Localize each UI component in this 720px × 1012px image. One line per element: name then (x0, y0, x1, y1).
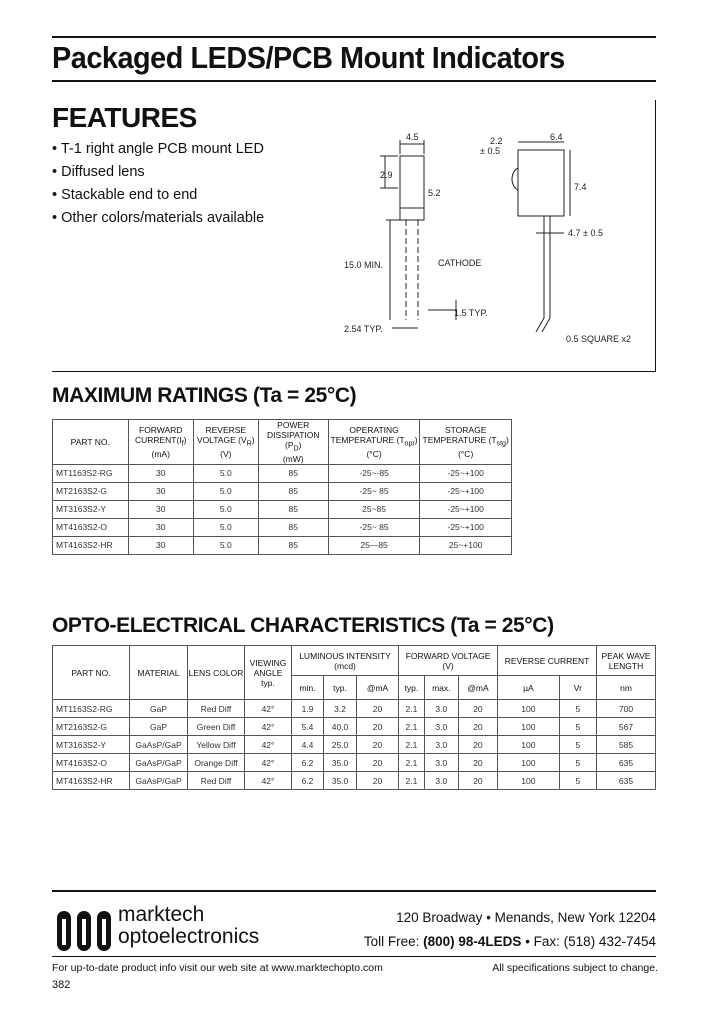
table-cell: 5 (559, 700, 596, 718)
company-address: 120 Broadway • Menands, New York 12204 (396, 910, 656, 925)
table-cell: -25~+100 (420, 482, 512, 500)
table-cell: 25.0 (324, 736, 357, 754)
table-row (53, 500, 512, 518)
table-cell: MT2163S2-G (53, 718, 130, 736)
dim-pitch: 4.7 ± 0.5 (568, 228, 603, 238)
max-ratings-title: MAXIMUM RATINGS (Ta = 25°C) (52, 384, 357, 407)
table-cell: 20 (356, 772, 398, 790)
company-phone: Toll Free: (800) 98-4LEDS • Fax: (518) 432-7454 (363, 934, 656, 949)
table-cell: 5.4 (292, 718, 324, 736)
footer-rule-bottom (52, 956, 656, 957)
table-cell: -25~+100 (420, 500, 512, 518)
table-cell: 3.0 (424, 772, 458, 790)
feature-item: • T-1 right angle PCB mount LED (52, 138, 264, 161)
opto-col-material: MATERIAL (130, 646, 188, 700)
col-power: POWER DISSIPATION $(P_D)$ (mW) (258, 420, 328, 465)
table-cell: 20 (458, 772, 497, 790)
table-cell: 5.0 (193, 464, 258, 482)
table-cell: 42° (245, 754, 292, 772)
table-cell: 5 (559, 772, 596, 790)
table-row (53, 736, 656, 754)
table-cell: 30 (128, 518, 193, 536)
table-cell: 6.2 (292, 772, 324, 790)
sub-min: min. (292, 676, 324, 700)
dimension-diagram (330, 128, 655, 353)
sub-nm: nm (597, 676, 656, 700)
table-cell: GaP (130, 700, 188, 718)
table-cell: -25~-85 (328, 464, 420, 482)
table-cell: 3.0 (424, 718, 458, 736)
table-row (53, 754, 656, 772)
feature-item: • Diffused lens (52, 161, 264, 184)
company-name: marktech optoelectronics (118, 903, 260, 948)
features-heading: FEATURES (52, 102, 197, 133)
dim-height: 7.4 (574, 182, 587, 192)
feature-item: • Stackable end to end (52, 184, 264, 207)
table-cell: 30 (128, 500, 193, 518)
marktech-logo-icon (57, 905, 113, 953)
sub-ma: @mA (458, 676, 497, 700)
table-cell: 3.0 (424, 754, 458, 772)
table-cell: 567 (597, 718, 656, 736)
table-cell: GaAsP/GaP (130, 754, 188, 772)
feature-item: • Other colors/materials available (52, 207, 264, 230)
opto-col-angle: VIEWING ANGLE typ. (245, 646, 292, 700)
col-voltage: REVERSE VOLTAGE $(V_R)$ (V) (193, 420, 258, 465)
table-cell: 20 (458, 736, 497, 754)
table-cell: MT2163S2-G (53, 482, 129, 500)
table-cell: 5.0 (193, 482, 258, 500)
table-row (53, 718, 656, 736)
table-cell: 85 (258, 518, 328, 536)
table-cell: 20 (458, 700, 497, 718)
table-cell: 20 (356, 700, 398, 718)
table-cell: 35.0 (324, 754, 357, 772)
table-cell: MT4163S2-O (53, 754, 130, 772)
sub-vr: Vr (559, 676, 596, 700)
col-current: FORWARD $CURRENT(I_f)$ (mA) (128, 420, 193, 465)
table-cell: 30 (128, 464, 193, 482)
table-cell: 5.0 (193, 536, 258, 554)
sub-ma: @mA (356, 676, 398, 700)
table-cell: 30 (128, 536, 193, 554)
opto-col-pw: PEAK WAVE LENGTH (597, 646, 656, 676)
led-side-body (518, 150, 564, 216)
opto-col-lens: LENS COLOR (188, 646, 245, 700)
dim-spacing: 2.54 TYP. (344, 324, 383, 334)
table-cell: 2.1 (399, 718, 425, 736)
table-cell: 20 (356, 718, 398, 736)
page-title: Packaged LEDS/PCB Mount Indicators (52, 40, 565, 75)
table-cell: 635 (597, 772, 656, 790)
table-cell: 85 (258, 482, 328, 500)
table-cell: 585 (597, 736, 656, 754)
table-cell: 30 (128, 482, 193, 500)
table-cell: 25~+100 (420, 536, 512, 554)
table-cell: GaAsP/GaP (130, 736, 188, 754)
table-cell: 25~85 (328, 500, 420, 518)
table-cell: 42° (245, 736, 292, 754)
table-cell: 40.0 (324, 718, 357, 736)
table-cell: 2.1 (399, 772, 425, 790)
table-cell: 100 (498, 700, 560, 718)
table-cell: 35.0 (324, 772, 357, 790)
max-ratings-table (52, 419, 512, 555)
led-front-body (400, 156, 424, 220)
table-cell: 2.1 (399, 754, 425, 772)
opto-table (52, 645, 656, 790)
opto-col-fv: FORWARD VOLTAGE (V) (399, 646, 498, 676)
table-cell: GaP (130, 718, 188, 736)
table-cell: 2.1 (399, 700, 425, 718)
cathode-label: CATHODE (438, 258, 482, 268)
top-rule (52, 36, 656, 38)
table-cell: 5 (559, 754, 596, 772)
table-cell: MT1163S2-RG (53, 464, 129, 482)
max-ratings-body (53, 464, 512, 554)
dim-width: 4.5 (406, 132, 419, 142)
table-cell: -25~ 85 (328, 482, 420, 500)
table-cell: Orange Diff (188, 754, 245, 772)
table-cell: 20 (458, 754, 497, 772)
table-cell: 3.0 (424, 736, 458, 754)
table-cell: Red Diff (188, 700, 245, 718)
opto-body (53, 700, 656, 790)
dim-offset-tol: ± 0.5 (480, 146, 500, 156)
dim-lead-square: 0.5 SQUARE x2 (566, 334, 632, 344)
table-cell: MT4163S2-HR (53, 772, 130, 790)
table-row (53, 518, 512, 536)
table-cell: 20 (356, 736, 398, 754)
sub-max: max. (424, 676, 458, 700)
col-part: PART NO. (53, 420, 129, 465)
dim-lens: 2.9 (380, 170, 393, 180)
col-optemp: OPERATING TEMPERATURE $(T_{opr})$ (°C) (328, 420, 420, 465)
table-cell: MT1163S2-RG (53, 700, 130, 718)
table-cell: 700 (597, 700, 656, 718)
table-cell: Green Diff (188, 718, 245, 736)
table-cell: 5.0 (193, 518, 258, 536)
sub-typ: typ. (324, 676, 357, 700)
table-cell: 100 (498, 736, 560, 754)
table-cell: 100 (498, 718, 560, 736)
table-cell: 2.1 (399, 736, 425, 754)
website-note: For up-to-date product info visit our web site at www.marktechopto.com (52, 962, 383, 974)
dim-body: 5.2 (428, 188, 441, 198)
table-cell: 4.4 (292, 736, 324, 754)
table-cell: 5 (559, 736, 596, 754)
table-row (53, 536, 512, 554)
opto-title: OPTO-ELECTRICAL CHARACTERISTICS (Ta = 25°C) (52, 614, 554, 637)
table-cell: 20 (356, 754, 398, 772)
table-cell: 42° (245, 772, 292, 790)
table-row (53, 772, 656, 790)
table-cell: 85 (258, 464, 328, 482)
table-cell: 42° (245, 718, 292, 736)
page-number: 382 (52, 979, 71, 991)
opto-col-rc: REVERSE CURRENT (498, 646, 597, 676)
sub-ua: µA (498, 676, 560, 700)
table-row (53, 482, 512, 500)
table-row (53, 700, 656, 718)
table-cell: MT4163S2-HR (53, 536, 129, 554)
opto-col-part: PART NO. (53, 646, 130, 700)
table-cell: 635 (597, 754, 656, 772)
table-cell: -25~+100 (420, 518, 512, 536)
features-list (52, 138, 264, 230)
table-cell: MT3163S2-Y (53, 500, 129, 518)
table-cell: Yellow Diff (188, 736, 245, 754)
disclaimer: All specifications subject to change. (492, 962, 658, 974)
table-cell: 100 (498, 772, 560, 790)
table-cell: 42° (245, 700, 292, 718)
dim-standoff: 1.5 TYP. (454, 308, 488, 318)
table-cell: 3.0 (424, 700, 458, 718)
table-cell: 100 (498, 754, 560, 772)
table-cell: 85 (258, 536, 328, 554)
table-cell: 85 (258, 500, 328, 518)
table-cell: 5.0 (193, 500, 258, 518)
table-cell: 6.2 (292, 754, 324, 772)
table-cell: -25~+100 (420, 464, 512, 482)
table-row (53, 464, 512, 482)
table-cell: 3.2 (324, 700, 357, 718)
footer-rule-top (52, 890, 656, 892)
col-sttemp: STORAGE TEMPERATURE $(T_{stg})$ (°C) (420, 420, 512, 465)
table-cell: 5 (559, 718, 596, 736)
dim-lead-length: 15.0 MIN. (344, 260, 384, 270)
table-cell: GaAsP/GaP (130, 772, 188, 790)
table-cell: 1.9 (292, 700, 324, 718)
table-cell: Red Diff (188, 772, 245, 790)
sub-typ: typ. (399, 676, 425, 700)
dim-offset-top: 2.2 (490, 136, 503, 146)
table-cell: MT3163S2-Y (53, 736, 130, 754)
table-cell: 25—85 (328, 536, 420, 554)
title-rule (52, 80, 656, 82)
table-cell: MT4163S2-O (53, 518, 129, 536)
table-cell: 20 (458, 718, 497, 736)
opto-col-lum: LUMINOUS INTENSITY (mcd) (292, 646, 399, 676)
table-cell: -25~ 85 (328, 518, 420, 536)
dim-depth: 6.4 (550, 132, 563, 142)
